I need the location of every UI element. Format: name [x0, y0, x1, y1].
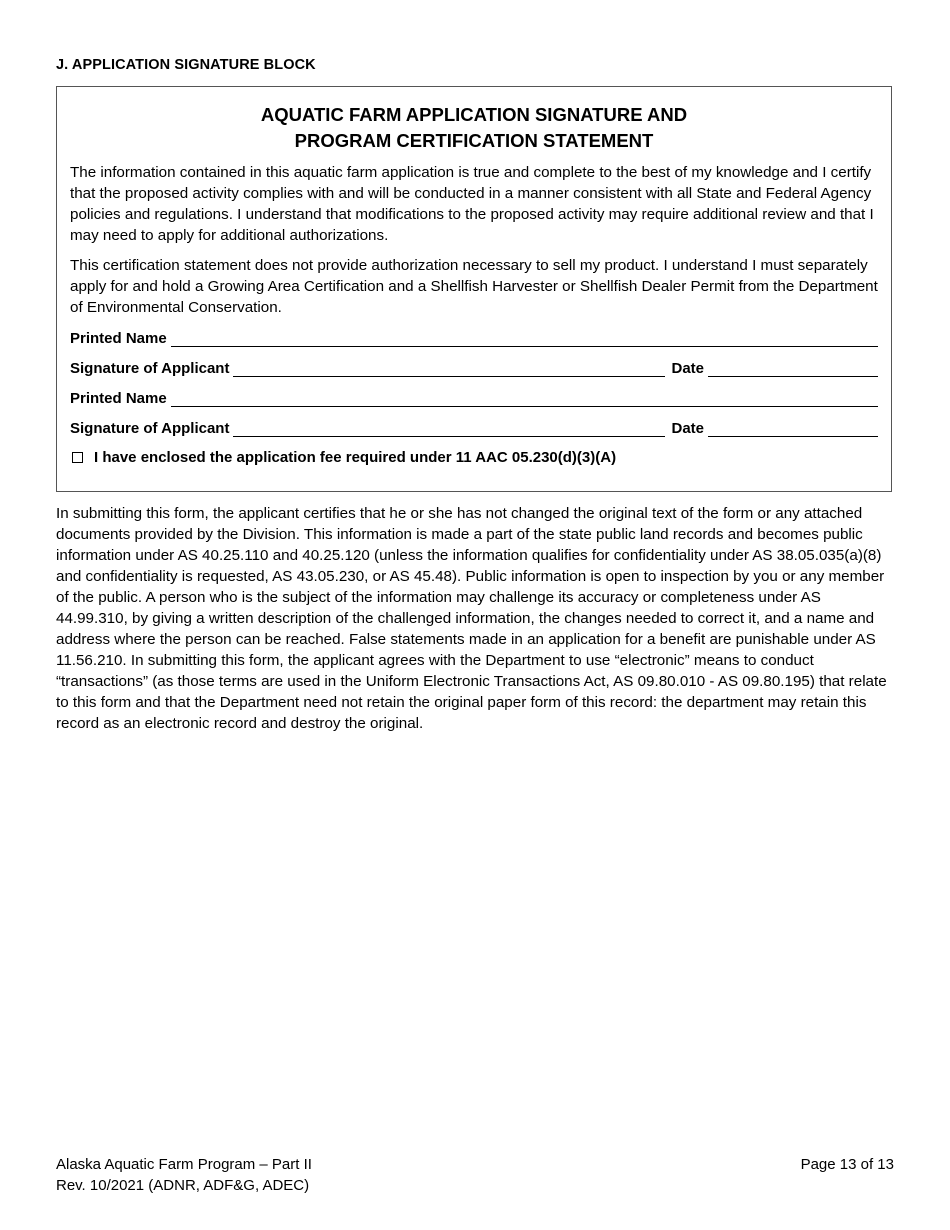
- footer-revision: Rev. 10/2021 (ADNR, ADF&G, ADEC): [56, 1177, 310, 1194]
- signature-field-1[interactable]: [233, 361, 665, 377]
- printed-name-label: Printed Name: [70, 330, 167, 347]
- footer-left: [56, 1154, 312, 1196]
- certification-paragraph-2: This certification statement does not provide authorization necessary to sell my product. I understand I must separately apply for and hold a Growing Area Certification and a Shellfish Harvester or Shellfish Dealer Permit from the Department of Environmental Conservation.: [70, 257, 878, 316]
- date-field-2[interactable]: [708, 421, 878, 437]
- printed-name-label: Printed Name: [70, 390, 167, 407]
- date-label: Date: [671, 420, 704, 437]
- signature-row-2: [70, 417, 878, 437]
- signature-block-box: [56, 86, 892, 492]
- certification-paragraph-1: The information contained in this aquatic farm application is true and complete to the best of my knowledge and I certify that the proposed activity complies with and will be conducted in a manner consistent with all State and Federal Agency policies and regulations. I understand that modifications to the proposed activity may require additional review and that I may need to apply for additional authorizations.: [70, 164, 874, 244]
- printed-name-field-1[interactable]: [171, 331, 878, 347]
- footer-page-number: Page 13 of 13: [800, 1156, 894, 1173]
- printed-name-row-2: [70, 387, 878, 407]
- signature-label: Signature of Applicant: [70, 420, 230, 437]
- box-title-line-2: PROGRAM CERTIFICATION STATEMENT: [294, 130, 654, 151]
- fee-enclosed-checkbox[interactable]: [72, 452, 83, 463]
- signature-row-1: [70, 357, 878, 377]
- printed-name-field-2[interactable]: [171, 391, 878, 407]
- footer-program: Alaska Aquatic Farm Program – Part II: [56, 1156, 312, 1173]
- fee-enclosed-row: [72, 449, 616, 466]
- fee-enclosed-label: I have enclosed the application fee required under 11 AAC 05.230(d)(3)(A): [94, 449, 617, 466]
- printed-name-row-1: [70, 327, 878, 347]
- date-label: Date: [671, 360, 704, 377]
- date-field-1[interactable]: [708, 361, 878, 377]
- signature-field-2[interactable]: [233, 421, 665, 437]
- box-title-line-1: AQUATIC FARM APPLICATION SIGNATURE AND: [260, 104, 688, 125]
- public-records-paragraph: In submitting this form, the applicant certifies that he or she has not changed the original text of the form or any attached documents provided by the Division. This information is made a part of the state public land records and becomes public information under AS 40.25.110 and 40.25.120 (unless the information qualifies for confidentiality under AS 38.05.035(a)(8) and confidentiality is requested, AS 43.05.230, or AS 45.48). Public information is open to inspection by you or any member of the public. A person who is the subject of the information may challenge its accuracy or completeness under AS 44.99.310, by giving a written description of the challenged information, the changes needed to correct it, and a name and address where the person can be reached. False statements made in an application for a benefit are punishable under AS 11.56.210. In submitting this form, the applicant agrees with the Department to use “electronic” means to conduct “transactions” (as those terms are used in the Uniform Electronic Transactions Act, AS 09.80.010 - AS 09.80.195) that relate to this form and that the Department need not retain the original paper form of this record: the department may retain this record as an electronic record and destroy the original.: [56, 505, 887, 732]
- signature-label: Signature of Applicant: [70, 360, 230, 377]
- section-heading: J. APPLICATION SIGNATURE BLOCK: [56, 57, 316, 73]
